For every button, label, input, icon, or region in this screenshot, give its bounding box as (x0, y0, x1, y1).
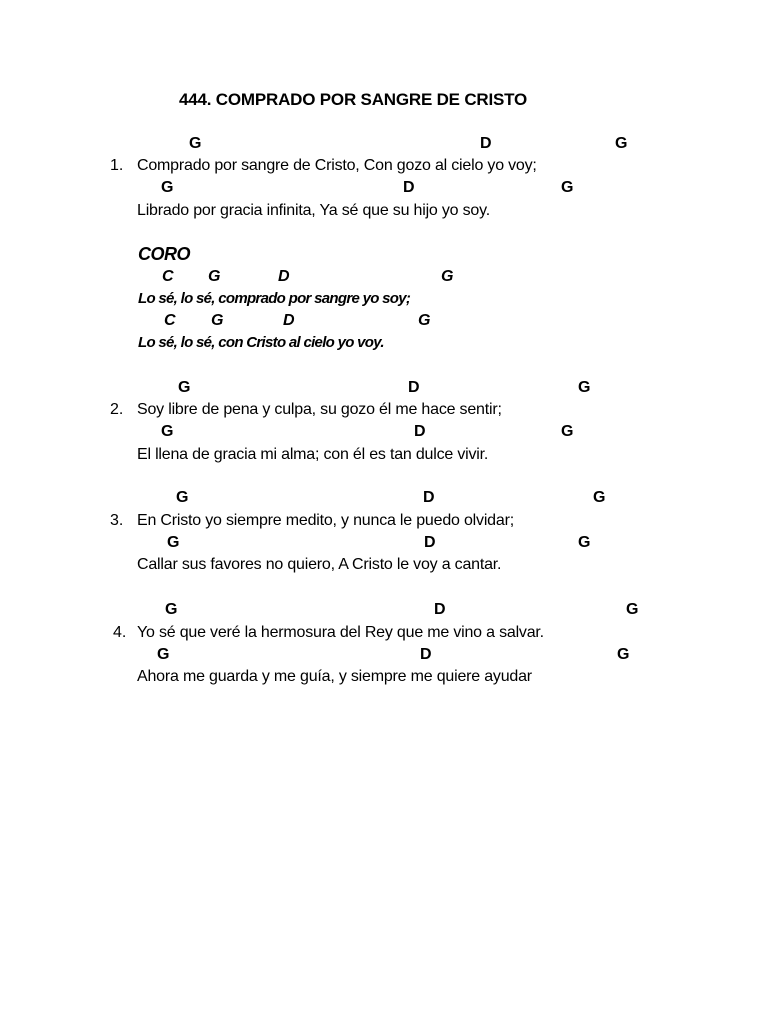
chorus-line: Lo sé, lo sé, comprado por sangre yo soy; (138, 290, 411, 307)
chord: G (441, 268, 454, 285)
lyric-line: Yo sé que veré la hermosura del Rey que me vino a salvar. (137, 624, 544, 641)
chord: G (578, 534, 591, 551)
chord: G (208, 268, 221, 285)
chord: G (617, 646, 630, 663)
lyric-line: Callar sus favores no quiero, A Cristo le voy a cantar. (137, 556, 502, 573)
song-title: 444. COMPRADO POR SANGRE DE CRISTO (179, 90, 528, 109)
verse-number: 1. (110, 157, 124, 174)
lyric-line: Librado por gracia infinita, Ya sé que su hijo yo soy. (137, 202, 490, 219)
chord: C (162, 268, 174, 285)
lyric-line: El llena de gracia mi alma; con él es tan dulce vivir. (137, 446, 489, 463)
lyric-line: Soy libre de pena y culpa, su gozo él me hace sentir; (137, 401, 502, 418)
verse-number: 4. (113, 624, 127, 641)
chord: G (615, 135, 628, 152)
lyric-line: Comprado por sangre de Cristo, Con gozo al cielo yo voy; (137, 157, 537, 174)
chorus-heading: CORO (138, 244, 190, 264)
chord: G (578, 379, 591, 396)
chord: G (161, 179, 174, 196)
chord: G (418, 312, 431, 329)
chord: D (408, 379, 420, 396)
chord: G (189, 135, 202, 152)
chord: D (420, 646, 432, 663)
lyric-line: Ahora me guarda y me guía, y siempre me quiere ayudar (137, 668, 532, 685)
verse-number: 2. (110, 401, 124, 418)
chord: C (164, 312, 176, 329)
chord: D (403, 179, 415, 196)
lyric-line: En Cristo yo siempre medito, y nunca le puedo olvidar; (137, 512, 514, 529)
chord: D (434, 601, 446, 618)
chord: D (414, 423, 426, 440)
chord: G (165, 601, 178, 618)
chord: G (178, 379, 191, 396)
chord: D (423, 489, 435, 506)
chord: D (283, 312, 295, 329)
chord: D (424, 534, 436, 551)
chord: G (167, 534, 180, 551)
chord: G (561, 423, 574, 440)
chord: G (157, 646, 170, 663)
chord: G (211, 312, 224, 329)
chord: D (480, 135, 492, 152)
chord: G (161, 423, 174, 440)
chorus-line: Lo sé, lo sé, con Cristo al cielo yo voy. (138, 334, 384, 351)
chord: D (278, 268, 290, 285)
chord: G (626, 601, 639, 618)
verse-number: 3. (110, 512, 124, 529)
chord: G (561, 179, 574, 196)
chord: G (176, 489, 189, 506)
chord: G (593, 489, 606, 506)
